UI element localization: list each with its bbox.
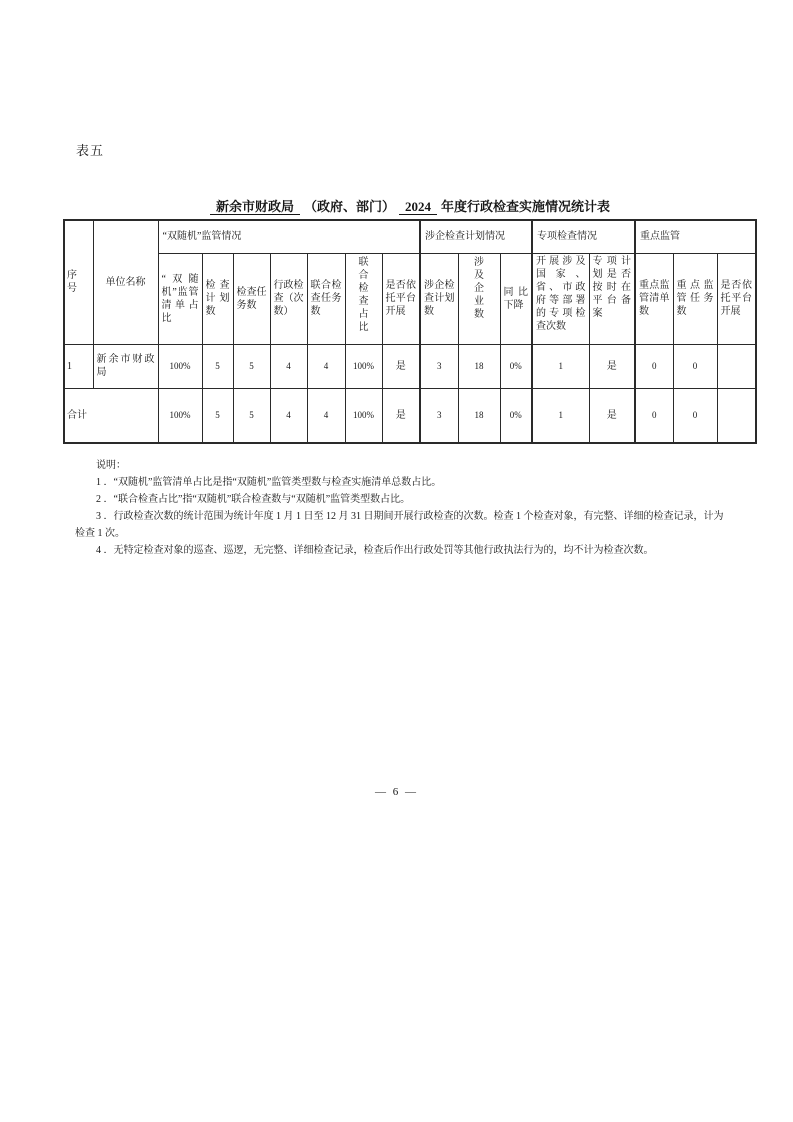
- cell-total-value: 0%: [500, 388, 532, 443]
- page-number: — 6 —: [375, 786, 418, 798]
- cell-value: 18: [458, 344, 500, 388]
- col-header-lianhe-zhanbi: 联合检查占比: [345, 253, 382, 344]
- cell-total-value: 0: [673, 388, 717, 443]
- cell-value: 5: [233, 344, 270, 388]
- cell-seq: 1: [64, 344, 93, 388]
- col-header-zhuanxiang-cishu: 开展涉及国家、省、市政府等部署的专项检查次数: [532, 253, 589, 344]
- col-header-jiancha-renwu: 检查任务数: [233, 253, 270, 344]
- header-seq: 序号: [64, 220, 93, 344]
- cell-value: 0: [673, 344, 717, 388]
- cell-unit-name: 新余市财政局: [93, 344, 158, 388]
- group-header-zhuanxiang: 专项检查情况: [532, 220, 635, 253]
- page-title: [63, 196, 757, 215]
- title-suffix: 年度行政检查实施情况统计表: [441, 199, 611, 214]
- cell-total-value: 3: [420, 388, 458, 443]
- cell-total-value: 是: [382, 388, 420, 443]
- note-item: 2 ．“联合检查占比”指“双随机”联合检查数与“双随机”监管类型数占比。: [96, 494, 411, 505]
- notes-section: [75, 457, 725, 559]
- note-item: 3 ．行政检查次数的统计范围为统计年度 1 月 1 日至 12 月 31 日期间开展行政检查的次数。检查 1 个检查对象，有完整、详细的检查记录，计为检查 1 次。: [75, 511, 724, 539]
- cell-value: 4: [270, 344, 307, 388]
- group-header-zhongdian: 重点监管: [635, 220, 756, 253]
- table-group-header-row: [64, 220, 756, 253]
- note-item: 4 ．无特定检查对象的巡查、巡逻，无完整、详细检查记录，检查后作出行政处罚等其他行政执法行为的，均不计为检查次数。: [96, 545, 654, 556]
- col-header-tongbi: 同比下降: [500, 253, 532, 344]
- cell-total-value: 100%: [158, 388, 202, 443]
- cell-total-value: 是: [589, 388, 635, 443]
- cell-value: 3: [420, 344, 458, 388]
- cell-value: 是: [382, 344, 420, 388]
- col-header-xingzheng-jiancha: 行政检查（次数）: [270, 253, 307, 344]
- group-header-shuangsuiji: “双随机”监管情况: [158, 220, 420, 253]
- cell-total-value: 4: [307, 388, 345, 443]
- cell-value: 100%: [345, 344, 382, 388]
- cell-total-label: 合计: [64, 388, 158, 443]
- col-header-qingdan-zhanbi: “双随机”监管清单占比: [158, 253, 202, 344]
- cell-total-value: 5: [202, 388, 233, 443]
- col-header-jiancha-jihua: 检查计划数: [202, 253, 233, 344]
- statistics-table: [63, 219, 757, 444]
- col-header-sheji-qiye: 涉及企业数: [458, 253, 500, 344]
- table-column-header-row: [64, 253, 756, 344]
- table-row: [64, 344, 756, 388]
- cell-value: 4: [307, 344, 345, 388]
- title-org-underlined: 新余市财政局: [210, 199, 300, 215]
- cell-value: 100%: [158, 344, 202, 388]
- cell-total-value: 18: [458, 388, 500, 443]
- group-header-sheqi: 涉企检查计划情况: [420, 220, 532, 253]
- cell-total-value: 4: [270, 388, 307, 443]
- col-header-pingtai-2: 是否依托平台开展: [717, 253, 756, 344]
- cell-value: 5: [202, 344, 233, 388]
- col-header-lianhe-renwu: 联合检查任务数: [307, 253, 345, 344]
- cell-total-value-empty: [717, 388, 756, 443]
- cell-value: 是: [589, 344, 635, 388]
- sheet-label: 表五: [76, 143, 105, 158]
- note-item: 1 ．“双随机”监管清单占比是指“双随机”监管类型数与检查实施清单总数占比。: [96, 477, 442, 488]
- col-header-pingtai-1: 是否依托平台开展: [382, 253, 420, 344]
- cell-total-value: 1: [532, 388, 589, 443]
- title-year-underlined: 2024: [399, 199, 437, 215]
- cell-total-value: 5: [233, 388, 270, 443]
- col-header-zhongdian-renwu: 重点监管任务数: [673, 253, 717, 344]
- cell-value-empty: [717, 344, 756, 388]
- col-header-zhongdian-qingdan: 重点监管清单数: [635, 253, 673, 344]
- table-total-row: [64, 388, 756, 443]
- cell-value: 0%: [500, 344, 532, 388]
- col-header-sheqi-jihua: 涉企检查计划数: [420, 253, 458, 344]
- cell-total-value: 100%: [345, 388, 382, 443]
- col-header-zhuanxiang-beian: 专项计划是否按时在平台备案: [589, 253, 635, 344]
- cell-total-value: 0: [635, 388, 673, 443]
- cell-value: 1: [532, 344, 589, 388]
- header-unit-name: 单位名称: [93, 220, 158, 344]
- cell-value: 0: [635, 344, 673, 388]
- notes-heading: 说明：: [96, 460, 126, 471]
- title-mid: （政府、部门）: [303, 199, 395, 214]
